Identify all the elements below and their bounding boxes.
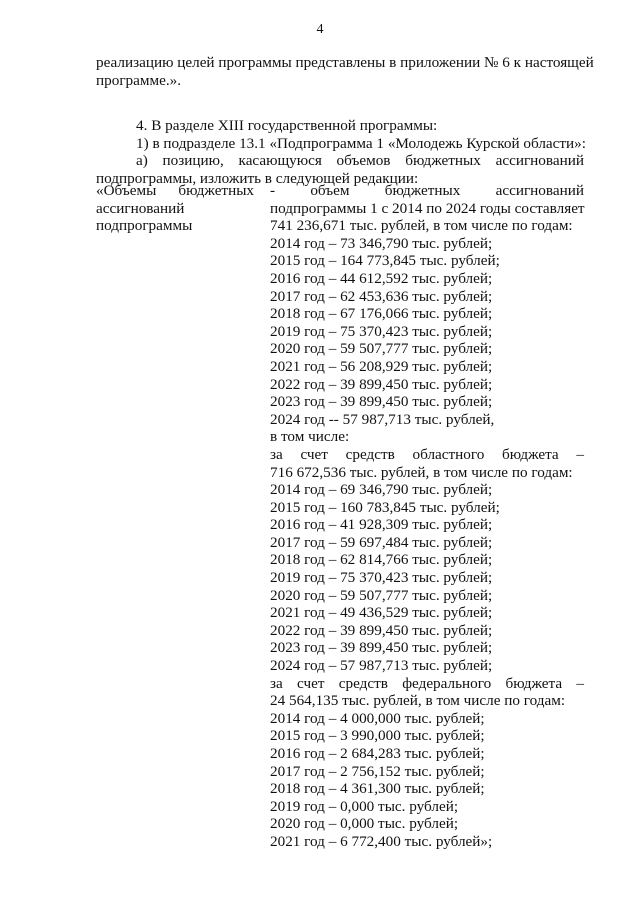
summary-line: 741 236,671 тыс. рублей, в том числе по годам: <box>270 217 573 235</box>
year-row: 2018 год – 4 361,300 тыс. рублей; <box>270 780 485 798</box>
year-row: 2021 год – 49 436,529 тыс. рублей; <box>270 604 493 622</box>
table-right-column <box>270 182 584 851</box>
federal-heading: за счет средств федерального бюджета – <box>270 674 584 692</box>
year-row: 2022 год – 39 899,450 тыс. рублей; <box>270 375 493 393</box>
total-by-year-list <box>270 235 584 429</box>
regional-total: 716 672,536 тыс. рублей, в том числе по годам: <box>270 463 573 481</box>
item-a-line-1: а) позицию, касающуюся объемов бюджетных ассигнований <box>136 152 584 170</box>
year-row: 2017 год – 59 697,484 тыс. рублей; <box>270 533 493 551</box>
left-label-line: «Объемы бюджетных <box>96 182 254 199</box>
year-row: 2016 год – 41 928,309 тыс. рублей; <box>270 516 493 534</box>
year-row: 2020 год – 0,000 тыс. рублей; <box>270 815 459 833</box>
year-row: 2024 год – 57 987,713 тыс. рублей; <box>270 657 493 675</box>
left-label-line: ассигнований <box>96 199 185 217</box>
year-row: 2015 год – 160 783,845 тыс. рублей; <box>270 498 500 516</box>
year-row: 2020 год – 59 507,777 тыс. рублей; <box>270 586 493 604</box>
year-row: 2024 год -- 57 987,713 тыс. рублей, <box>270 410 495 428</box>
year-row: 2019 год – 75 370,423 тыс. рублей; <box>270 322 493 340</box>
left-label-line: подпрограммы <box>96 217 193 235</box>
budget-allocation-table <box>96 182 584 851</box>
item-a-line-2: подпрограммы, изложить в следующей редакции: <box>96 169 419 187</box>
intro-line-1: реализацию целей программы представлены в приложении № 6 к настоящей <box>96 54 594 71</box>
year-row: 2014 год – 4 000,000 тыс. рублей; <box>270 709 485 727</box>
year-row: 2014 год – 69 346,790 тыс. рублей; <box>270 481 493 499</box>
summary-line: - объем бюджетных ассигнований <box>270 182 584 199</box>
federal-budget-block <box>270 675 584 851</box>
year-row: 2020 год – 59 507,777 тыс. рублей; <box>270 340 493 358</box>
year-row: 2018 год – 67 176,066 тыс. рублей; <box>270 305 493 323</box>
intro-line-2: программе.». <box>96 71 182 89</box>
summary-line: подпрограммы 1 с 2014 по 2024 годы составляет <box>270 199 585 217</box>
year-row: 2021 год – 6 772,400 тыс. рублей»; <box>270 832 493 850</box>
year-row: 2017 год – 2 756,152 тыс. рублей; <box>270 762 485 780</box>
year-row: 2019 год – 0,000 тыс. рублей; <box>270 797 459 815</box>
year-row: 2021 год – 56 208,929 тыс. рублей; <box>270 357 493 375</box>
including-label: в том числе: <box>270 428 350 446</box>
section-heading: 4. В разделе XIII государственной программы: <box>136 117 438 134</box>
intro-paragraph <box>96 54 594 89</box>
regional-budget-block <box>270 446 584 675</box>
year-row: 2016 год – 2 684,283 тыс. рублей; <box>270 745 485 762</box>
year-row: 2019 год – 75 370,423 тыс. рублей; <box>270 569 493 587</box>
subsection-item-1: 1) в подразделе 13.1 «Подпрограмма 1 «Молодежь Курской области»: <box>136 134 586 152</box>
federal-total: 24 564,135 тыс. рублей, в том числе по годам: <box>270 692 566 710</box>
year-row: 2015 год – 164 773,845 тыс. рублей; <box>270 252 500 270</box>
year-row: 2018 год – 62 814,766 тыс. рублей; <box>270 551 493 569</box>
page-number: 4 <box>316 22 324 37</box>
year-row: 2023 год – 39 899,450 тыс. рублей; <box>270 393 493 411</box>
year-row: 2014 год – 73 346,790 тыс. рублей; <box>270 234 493 252</box>
section-4 <box>96 117 584 187</box>
regional-heading: за счет средств областного бюджета – <box>270 445 584 463</box>
year-row: 2015 год – 3 990,000 тыс. рублей; <box>270 727 485 745</box>
year-row: 2017 год – 62 453,636 тыс. рублей; <box>270 287 493 305</box>
year-row: 2023 год – 39 899,450 тыс. рублей; <box>270 639 493 657</box>
year-row: 2016 год – 44 612,592 тыс. рублей; <box>270 269 493 287</box>
table-left-column <box>96 182 254 851</box>
year-row: 2022 год – 39 899,450 тыс. рублей; <box>270 621 493 639</box>
